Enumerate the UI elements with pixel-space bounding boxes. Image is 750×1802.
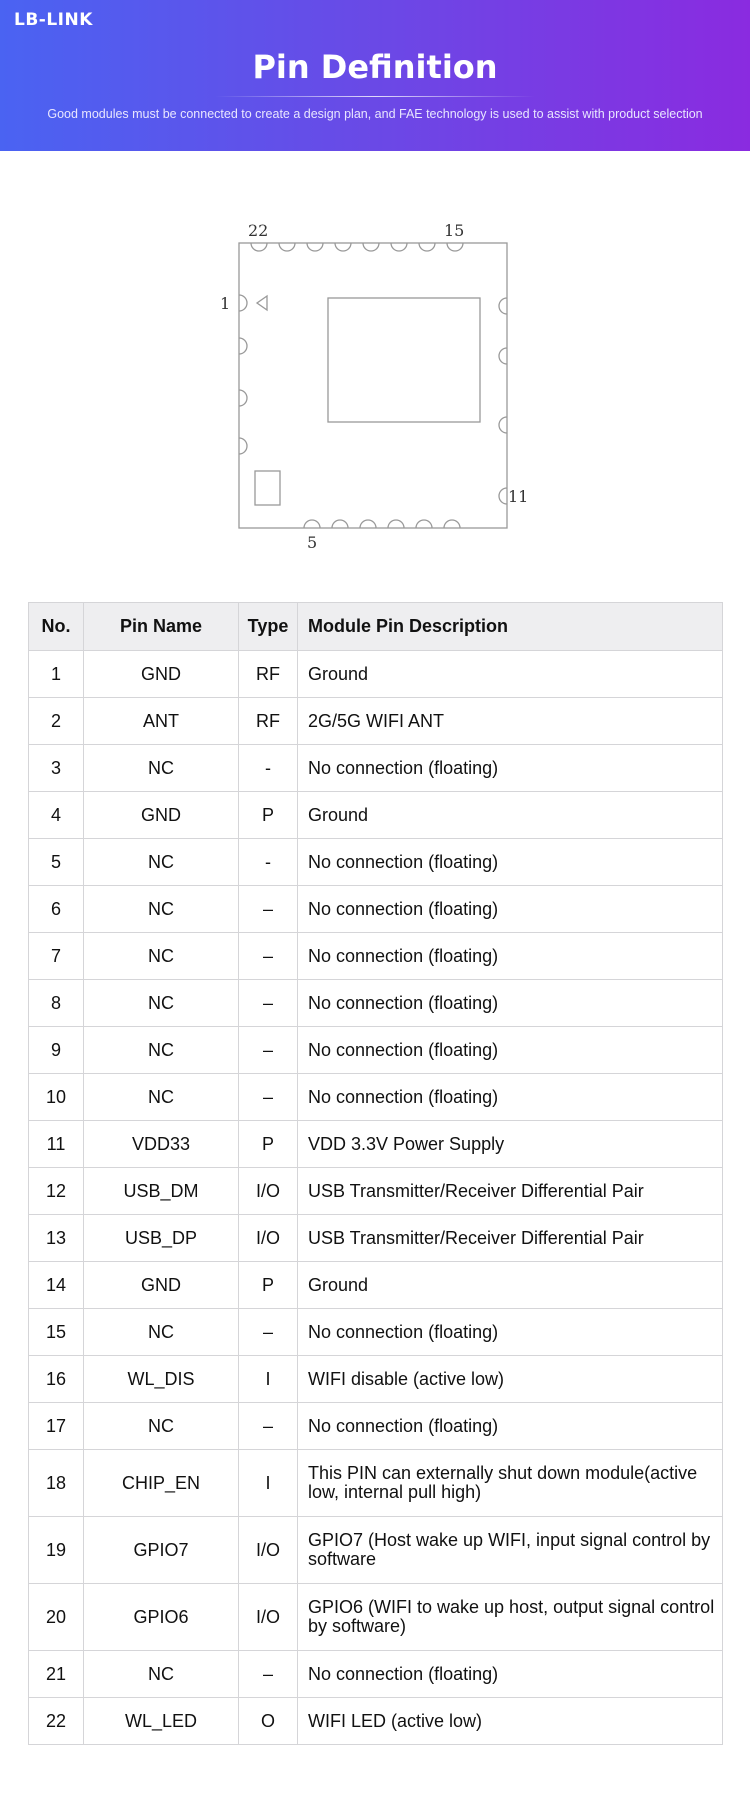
- table-row: [29, 886, 723, 933]
- cell-description: VDD 3.3V Power Supply: [298, 1121, 723, 1168]
- cell-type: -: [239, 839, 298, 886]
- cell-no: 12: [29, 1168, 84, 1215]
- col-header-no: No.: [29, 603, 84, 651]
- cell-type: I/O: [239, 1215, 298, 1262]
- pin-label-15: 15: [444, 221, 465, 240]
- cell-type: P: [239, 1121, 298, 1168]
- module-outline: [239, 243, 507, 528]
- table-row: [29, 980, 723, 1027]
- cell-type: I: [239, 1450, 298, 1517]
- table-row: [29, 839, 723, 886]
- cell-pin-name: CHIP_EN: [84, 1450, 239, 1517]
- cell-pin-name: USB_DP: [84, 1215, 239, 1262]
- cell-description: No connection (floating): [298, 886, 723, 933]
- cell-pin-name: NC: [84, 886, 239, 933]
- cell-no: 17: [29, 1403, 84, 1450]
- cell-pin-name: NC: [84, 980, 239, 1027]
- cell-description: WIFI LED (active low): [298, 1698, 723, 1745]
- cell-type: I/O: [239, 1168, 298, 1215]
- cell-pin-name: NC: [84, 1074, 239, 1121]
- cell-description: GPIO6 (WIFI to wake up host, output signal control by software): [298, 1584, 723, 1651]
- cell-no: 22: [29, 1698, 84, 1745]
- table-row: [29, 1262, 723, 1309]
- cell-description: 2G/5G WIFI ANT: [298, 698, 723, 745]
- cell-type: –: [239, 1403, 298, 1450]
- cell-description: No connection (floating): [298, 1403, 723, 1450]
- table-row: [29, 651, 723, 698]
- table-header-row: [29, 603, 723, 651]
- title-divider: [215, 96, 535, 97]
- col-header-description: Module Pin Description: [298, 603, 723, 651]
- cell-description: Ground: [298, 792, 723, 839]
- left-pads: [239, 295, 247, 454]
- table-row: [29, 1074, 723, 1121]
- col-header-type: Type: [239, 603, 298, 651]
- cell-description: No connection (floating): [298, 1309, 723, 1356]
- cell-pin-name: NC: [84, 745, 239, 792]
- cell-description: No connection (floating): [298, 1651, 723, 1698]
- cell-type: P: [239, 1262, 298, 1309]
- cell-pin-name: NC: [84, 1309, 239, 1356]
- table-row: [29, 1027, 723, 1074]
- page-title: Pin Definition: [252, 48, 498, 86]
- table-row: [29, 1403, 723, 1450]
- cell-no: 3: [29, 745, 84, 792]
- table-row: [29, 792, 723, 839]
- cell-no: 13: [29, 1215, 84, 1262]
- cell-pin-name: NC: [84, 839, 239, 886]
- brand-logo: LB-LINK: [14, 10, 93, 30]
- cell-type: P: [239, 792, 298, 839]
- cell-pin-name: NC: [84, 1403, 239, 1450]
- pin-label-1: 1: [220, 294, 231, 313]
- module-pin-diagram: [200, 210, 540, 560]
- table-row: [29, 1168, 723, 1215]
- cell-type: I/O: [239, 1584, 298, 1651]
- bottom-pads: [304, 520, 460, 528]
- cell-type: RF: [239, 651, 298, 698]
- cell-pin-name: GND: [84, 651, 239, 698]
- cell-pin-name: NC: [84, 933, 239, 980]
- cell-description: No connection (floating): [298, 1027, 723, 1074]
- cell-description: GPIO7 (Host wake up WIFI, input signal control by software: [298, 1517, 723, 1584]
- table-row: [29, 1356, 723, 1403]
- cell-description: No connection (floating): [298, 745, 723, 792]
- cell-no: 15: [29, 1309, 84, 1356]
- cell-no: 4: [29, 792, 84, 839]
- cell-description: No connection (floating): [298, 933, 723, 980]
- page-header: [0, 0, 750, 151]
- cell-type: I: [239, 1356, 298, 1403]
- cell-type: -: [239, 745, 298, 792]
- col-header-pin-name: Pin Name: [84, 603, 239, 651]
- cell-pin-name: VDD33: [84, 1121, 239, 1168]
- cell-pin-name: GND: [84, 1262, 239, 1309]
- cell-no: 10: [29, 1074, 84, 1121]
- table-row: [29, 933, 723, 980]
- cell-type: O: [239, 1698, 298, 1745]
- table-row: [29, 698, 723, 745]
- cell-description: Ground: [298, 651, 723, 698]
- cell-no: 5: [29, 839, 84, 886]
- cell-description: No connection (floating): [298, 980, 723, 1027]
- cell-no: 11: [29, 1121, 84, 1168]
- table-row: [29, 1651, 723, 1698]
- cell-no: 19: [29, 1517, 84, 1584]
- cell-description: Ground: [298, 1262, 723, 1309]
- cell-pin-name: NC: [84, 1651, 239, 1698]
- cell-description: No connection (floating): [298, 1074, 723, 1121]
- cell-description: USB Transmitter/Receiver Differential Pair: [298, 1168, 723, 1215]
- cell-description: No connection (floating): [298, 839, 723, 886]
- cell-pin-name: WL_DIS: [84, 1356, 239, 1403]
- cell-no: 6: [29, 886, 84, 933]
- table-row: [29, 1450, 723, 1517]
- cell-no: 7: [29, 933, 84, 980]
- table-row: [29, 1215, 723, 1262]
- table-row: [29, 1698, 723, 1745]
- cell-no: 8: [29, 980, 84, 1027]
- cell-description: WIFI disable (active low): [298, 1356, 723, 1403]
- cell-no: 1: [29, 651, 84, 698]
- cell-no: 9: [29, 1027, 84, 1074]
- pin-label-11: 11: [508, 487, 529, 506]
- right-pads: [499, 298, 507, 504]
- cell-pin-name: WL_LED: [84, 1698, 239, 1745]
- cell-no: 16: [29, 1356, 84, 1403]
- cell-type: I/O: [239, 1517, 298, 1584]
- cell-no: 2: [29, 698, 84, 745]
- module-shield: [328, 298, 480, 422]
- cell-type: –: [239, 933, 298, 980]
- cell-pin-name: ANT: [84, 698, 239, 745]
- pin-label-22: 22: [248, 221, 269, 240]
- top-pads: [251, 243, 463, 251]
- pin1-marker: [257, 296, 267, 310]
- table-row: [29, 1517, 723, 1584]
- cell-type: –: [239, 980, 298, 1027]
- table-row: [29, 1309, 723, 1356]
- cell-no: 21: [29, 1651, 84, 1698]
- cell-pin-name: GPIO7: [84, 1517, 239, 1584]
- pin-table: [28, 602, 723, 1745]
- cell-pin-name: GND: [84, 792, 239, 839]
- cell-no: 14: [29, 1262, 84, 1309]
- cell-pin-name: GPIO6: [84, 1584, 239, 1651]
- cell-type: RF: [239, 698, 298, 745]
- cell-type: –: [239, 1651, 298, 1698]
- table-row: [29, 745, 723, 792]
- table-row: [29, 1121, 723, 1168]
- cell-no: 18: [29, 1450, 84, 1517]
- cell-pin-name: NC: [84, 1027, 239, 1074]
- cell-type: –: [239, 1309, 298, 1356]
- page-subtitle: Good modules must be connected to create a design plan, and FAE technology is used to assist with product selection: [47, 107, 703, 121]
- table-row: [29, 1584, 723, 1651]
- cell-type: –: [239, 1074, 298, 1121]
- module-component: [255, 471, 280, 505]
- pin-label-5: 5: [307, 533, 318, 552]
- cell-pin-name: USB_DM: [84, 1168, 239, 1215]
- cell-description: This PIN can externally shut down module(active low, internal pull high): [298, 1450, 723, 1517]
- cell-type: –: [239, 886, 298, 933]
- cell-no: 20: [29, 1584, 84, 1651]
- cell-type: –: [239, 1027, 298, 1074]
- cell-description: USB Transmitter/Receiver Differential Pair: [298, 1215, 723, 1262]
